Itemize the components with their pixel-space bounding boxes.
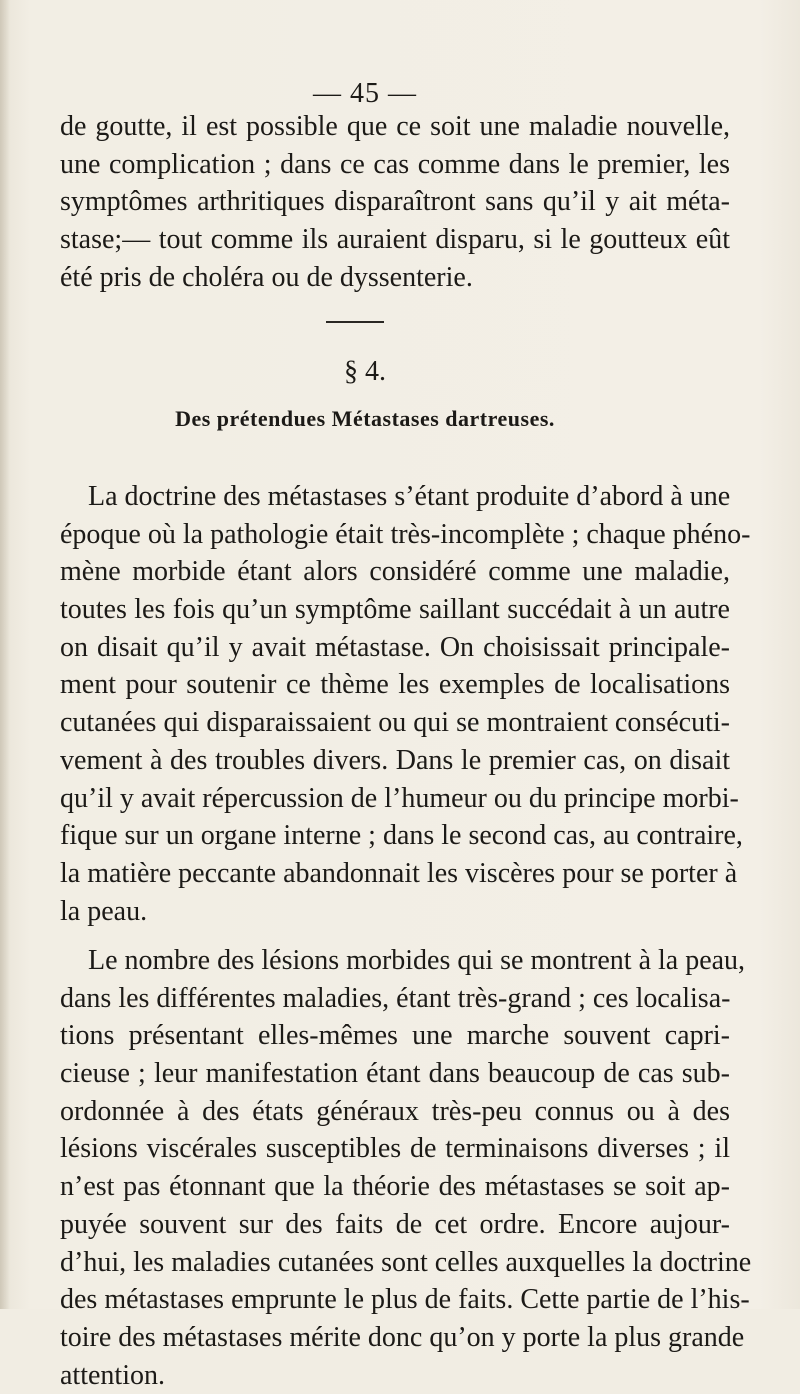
text-line: on disait qu’il y avait métastase. On choisissait principale- [60,631,730,663]
text-line: dans les différentes maladies, étant très-grand ; ces localisa- [60,982,731,1014]
text-line: vement à des troubles divers. Dans le premier cas, on disait [60,744,730,776]
text-line: ment pour soutenir ce thème les exemples de localisations [60,669,730,701]
text-line: puyée souvent sur des faits de cet ordre. Encore aujour- [60,1208,730,1240]
text-line: cieuse ; leur manifestation étant dans beaucoup de cas sub- [60,1058,730,1090]
text-line: mène morbide étant alors considéré comme une maladie, [60,556,730,588]
text-line: qu’il y avait répercussion de l’humeur ou du principe morbi- [60,782,739,814]
text-line: attention. [60,1359,165,1391]
paragraph-2 [60,478,751,930]
text-line: Le nombre des lésions morbides qui se montrent à la peau, [88,945,746,976]
text-line: La doctrine des métastases s’étant produite d’abord à une [88,481,731,512]
text-line: la peau. [60,895,148,927]
text-line: toutes les fois qu’un symptôme saillant succédait à un autre [60,594,730,626]
text-line: été pris de choléra ou de dyssenterie. [60,261,473,293]
text-line: stase;— tout comme ils auraient disparu, si le goutteux eût [60,224,730,256]
text-line: ordonnée à des états généraux très-peu connus ou à des [60,1095,730,1127]
text-line: fique sur un organe interne ; dans le second cas, au contraire, [60,820,743,852]
text-line: de goutte, il est possible que ce soit une maladie nouvelle, [60,111,730,142]
text-line: n’est pas étonnant que la théorie des métastases se soit ap- [60,1171,730,1203]
paragraph-3 [60,942,752,1394]
text-line: lésions viscérales susceptibles de terminaisons diverses ; il [60,1133,730,1165]
page-spine-shadow [0,0,10,1309]
section-number: § 4. [344,356,386,387]
paragraph-1 [60,108,730,296]
text-line: une complication ; dans ce cas comme dans le premier, les [60,148,730,180]
text-line: des métastases emprunte le plus de faits. Cette partie de l’his- [60,1284,750,1316]
section-divider [326,321,384,323]
text-line: tions présentant elles-mêmes une marche souvent capri- [60,1020,730,1052]
text-line: cutanées qui disparaissaient ou qui se montraient consécuti- [60,707,730,739]
text-line: la matière peccante abandonnait les viscères pour se porter à [60,857,738,889]
text-line: époque où la pathologie était très-incomplète ; chaque phéno- [60,518,751,550]
text-line: d’hui, les maladies cutanées sont celles auxquelles la doctrine [60,1246,752,1278]
page-number: — 45 — [313,78,417,109]
section-title: Des prétendues Métastases dartreuses. [175,406,555,431]
text-line: symptômes arthritiques disparaîtront sans qu’il y ait méta- [60,186,730,218]
text-line: toire des métastases mérite donc qu’on y porte la plus grande [60,1321,745,1353]
